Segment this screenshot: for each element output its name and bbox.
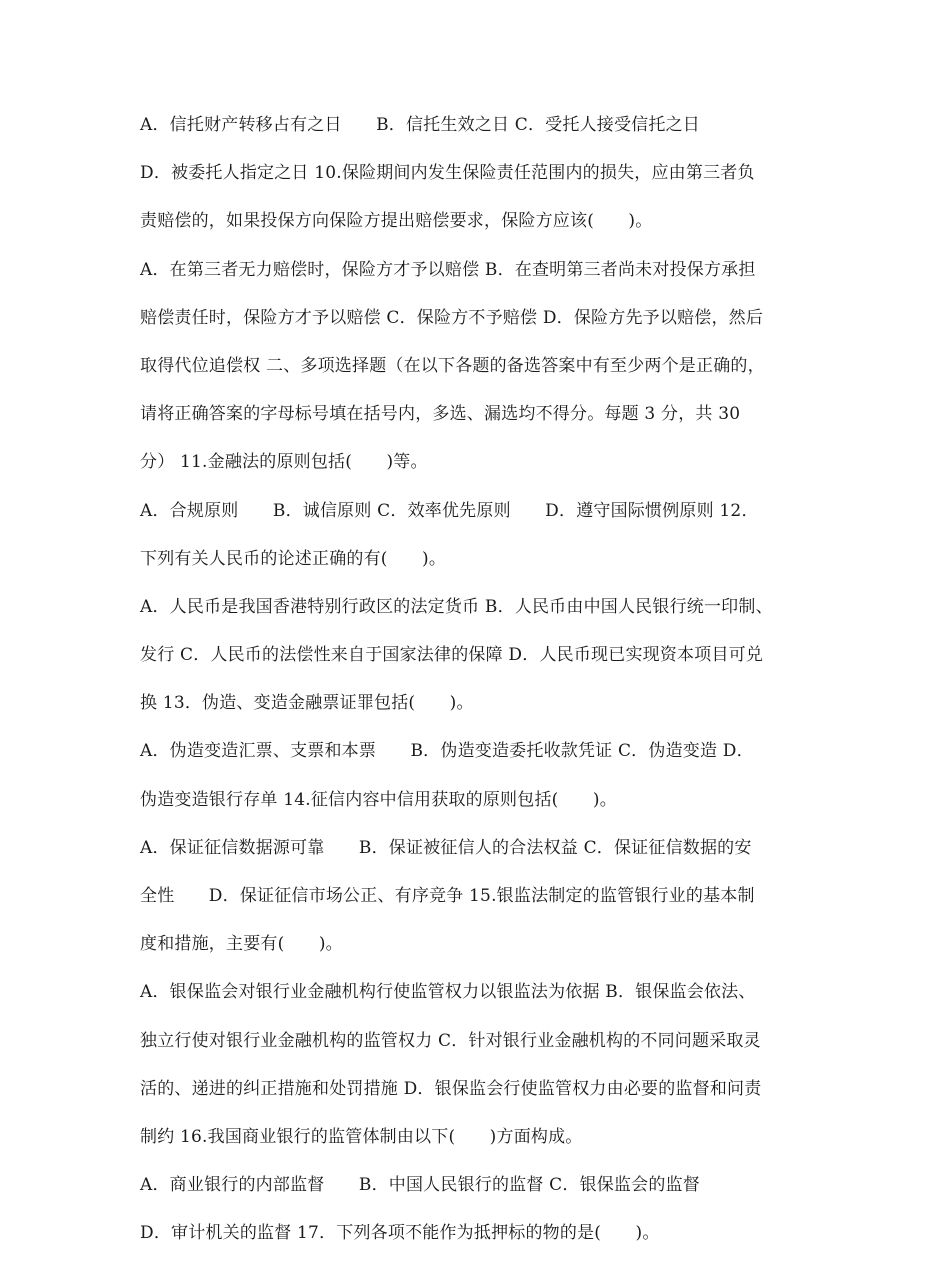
text-line: 分） 11.金融法的原则包括( )等。	[140, 452, 428, 473]
text-line: A．银保监会对银行业金融机构行使监管权力以银监法为依据 B．银保监会依法、	[140, 982, 756, 1003]
text-line: 换 13．伪造、变造金融票证罪包括( )。	[140, 693, 474, 714]
text-line: 全性 D．保证征信市场公正、有序竞争 15.银监法制定的监管银行业的基本制	[140, 886, 755, 906]
body-text	[140, 108, 840, 1265]
text-line: 下列有关人民币的论述正确的有( )。	[140, 548, 447, 569]
text-line: D．被委托人指定之日 10.保险期间内发生保险责任范围内的损失，应由第三者负	[140, 163, 755, 184]
text-line: A．合规原则 B．诚信原则 C．效率优先原则 D．遵守国际惯例原则 12．	[140, 500, 759, 521]
text-line: 度和措施，主要有( )。	[140, 934, 343, 955]
text-line: 赔偿责任时，保险方才予以赔偿 C．保险方不予赔偿 D．保险方先予以赔偿，然后	[140, 307, 764, 328]
text-line: A．在第三者无力赔偿时，保险方才予以赔偿 B．在查明第三者尚未对投保方承担	[140, 259, 756, 280]
text-line: 责赔偿的，如果投保方向保险方提出赔偿要求，保险方应该( )。	[140, 211, 653, 232]
text-line: A．伪造变造汇票、支票和本票 B．伪造变造委托收款凭证 C．伪造变造 D．	[140, 741, 754, 762]
text-line: 独立行使对银行业金融机构的监管权力 C．针对银行业金融机构的不同问题采取灵	[140, 1030, 761, 1051]
text-line: 请将正确答案的字母标号填在括号内，多选、漏选均不得分。每题 3 分，共 30	[140, 404, 741, 425]
text-line: 发行 C．人民币的法偿性来自于国家法律的保障 D．人民币现已实现资本项目可兑	[140, 645, 764, 666]
text-line: A．商业银行的内部监督 B．中国人民银行的监督 C．银保监会的监督	[140, 1175, 700, 1196]
text-line: A．人民币是我国香港特别行政区的法定货币 B．人民币由中国人民银行统一印制、	[140, 596, 773, 617]
text-line: 制约 16.我国商业银行的监管体制由以下( )方面构成。	[140, 1126, 583, 1147]
text-line: 取得代位追偿权 二、多项选择题（在以下各题的备选答案中有至少两个是正确的，	[140, 355, 765, 376]
text-line: D．审计机关的监督 17．下列各项不能作为抵押标的物的是( )。	[140, 1223, 660, 1244]
text-line: A．保证征信数据源可靠 B．保证被征信人的合法权益 C．保证征信数据的安	[140, 837, 752, 858]
text-line: A．信托财产转移占有之日 B．信托生效之日 C．受托人接受信托之日	[140, 115, 700, 135]
text-line: 伪造变造银行存单 14.征信内容中信用获取的原则包括( )。	[140, 789, 617, 810]
text-line: 活的、递进的纠正措施和处罚措施 D．银保监会行使监管权力由必要的监督和问责	[140, 1078, 762, 1099]
